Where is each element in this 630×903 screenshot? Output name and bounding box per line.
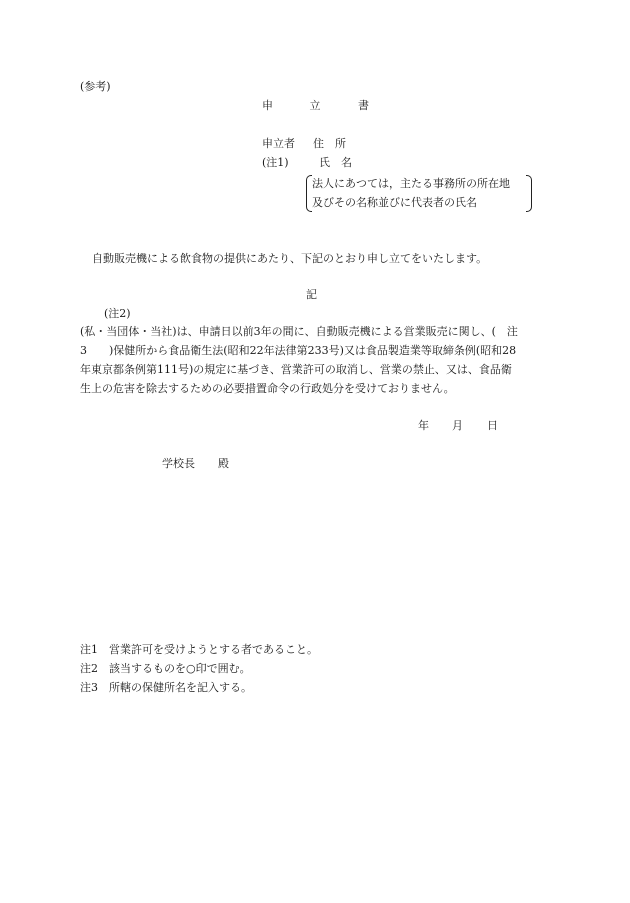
applicant-label: 申立者 — [262, 137, 295, 150]
date-month: 月 — [452, 419, 463, 432]
name-label: 氏 名 — [319, 156, 352, 169]
footnote-item: 注1 営業許可を受けようとする者であること。 — [80, 643, 318, 656]
bracket-text-line1: 法人にあつては，主たる事務所の所在地 — [312, 177, 510, 190]
body-line: 年東京都条例第111号)の規定に基づき、営業許可の取消し、営業の禁止、又は、食品衛 — [80, 363, 512, 376]
body-line: (私・当団体・当社)は、申請日以前3年の間に、自動販売機による営業販売に関し、( 注 — [80, 325, 518, 338]
corporate-note-bracket — [306, 175, 532, 211]
date-day: 日 — [487, 419, 498, 432]
title-char-1: 申 — [262, 99, 273, 112]
bracket-text-line2: 及びその名称並びに代表者の氏名 — [312, 196, 477, 209]
intro-statement: 自動販売機による飲食物の提供にあたり、下記のとおり申し立てをいたします。 — [92, 252, 488, 265]
title-char-3: 書 — [358, 99, 369, 112]
addressee-name: 学校長 — [162, 457, 195, 470]
ki-heading: 記 — [306, 288, 317, 301]
footnote-item: 注3 所轄の保健所名を記入する。 — [80, 681, 252, 694]
note1-marker: (注1) — [262, 156, 289, 169]
title-char-2: 立 — [309, 99, 321, 112]
footnote-item: 注2 該当するものを○印で囲む。 — [80, 662, 251, 675]
body-line: 生上の危害を除去するための必要措置命令の行政処分を受けておりません。 — [80, 382, 455, 395]
right-bracket-mark — [526, 175, 532, 212]
date-year: 年 — [418, 419, 429, 432]
addressee-honorific: 殿 — [218, 457, 229, 470]
body-line: 3 )保健所から食品衛生法(昭和22年法律第233号)又は食品製造業等取締条例(昭和28 — [80, 344, 517, 357]
note2-marker: (注2) — [104, 307, 131, 320]
document-title — [262, 99, 369, 112]
address-label: 住 所 — [313, 137, 346, 150]
reference-label: (参考) — [80, 80, 111, 93]
